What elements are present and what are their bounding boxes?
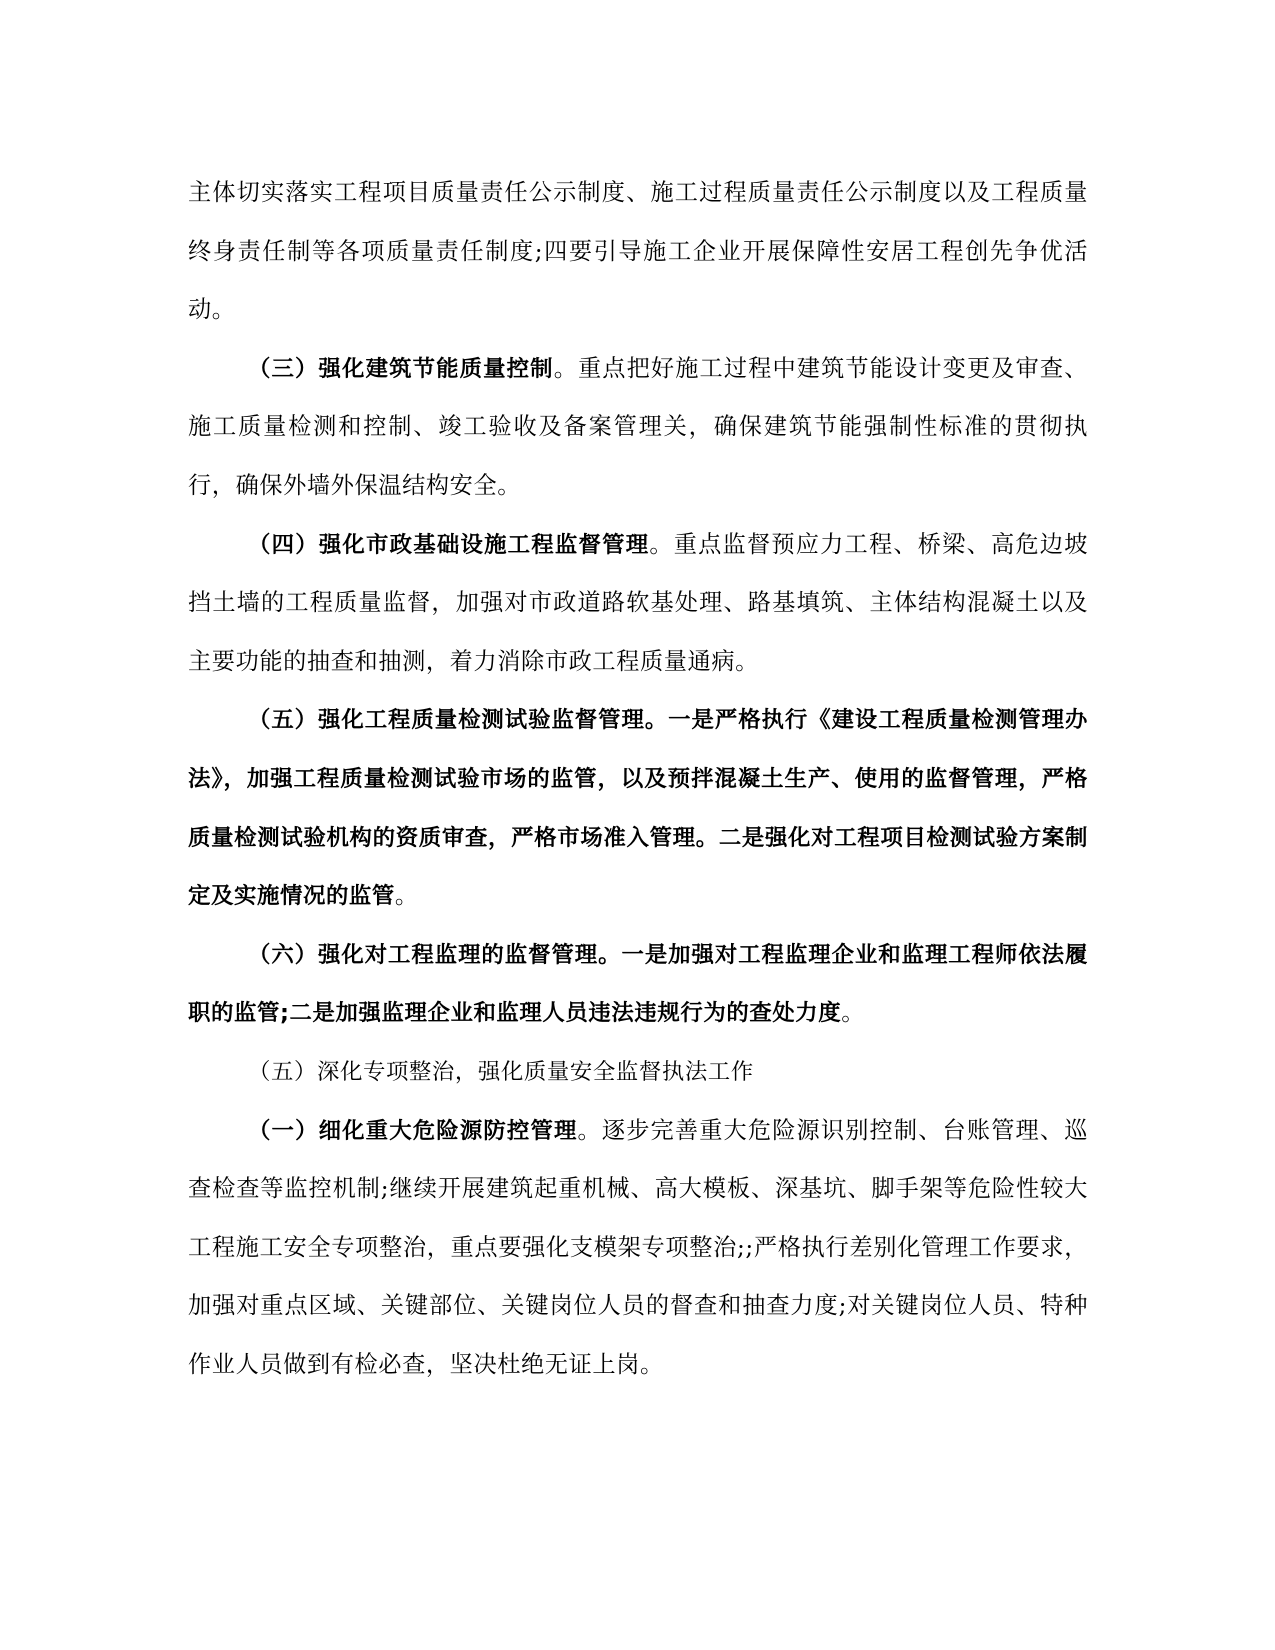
paragraph-municipal-infrastructure	[188, 516, 1088, 692]
paragraph-quality-responsibility	[188, 164, 1088, 340]
paragraph-lead: （四）强化市政基础设施工程监督管理	[248, 531, 650, 558]
paragraph-lead: （三）强化建筑节能质量控制	[248, 355, 554, 382]
paragraph-text: 。	[841, 999, 866, 1027]
paragraph-supervision	[188, 926, 1088, 1043]
paragraph-text: 。逐步完善重大危险源识别控制、台账管理、巡查检查等监控机制;继续开展建筑起重机械、高大模板、深基坑、脚手架等危险性较大工程施工安全专项整治，重点要强化支模架专项整治;;严格执行差别化管理工作要求，加强对重点区域、关键部位、关键岗位人员的督查和抽查力度;对关键岗位人员、特种作业人员做到有检必查，坚决杜绝无证上岗。	[188, 1116, 1088, 1378]
paragraph-lead: （一）细化重大危险源防控管理	[248, 1117, 578, 1144]
paragraph-hazard-control	[188, 1102, 1088, 1395]
paragraph-energy-saving	[188, 340, 1088, 516]
document-body	[188, 164, 1088, 1394]
section-heading-text: （五）深化专项整治，强化质量安全监督执法工作	[248, 1058, 754, 1085]
paragraph-lead: （六）强化对工程监理的监督管理。一是加强对工程监理企业和监理工程师依法履职的监管;二是加强监理企业和监理人员违法违规行为的查处力度	[188, 941, 1088, 1027]
paragraph-lead: （五）强化工程质量检测试验监督管理。一是严格执行《建设工程质量检测管理办法》，加强工程质量检测试验市场的监管，以及预拌混凝土生产、使用的监督管理，严格质量检测试验机构的资质审查，严格市场准入管理。二是强化对工程项目检测试验方案制定及实施情况的监管	[188, 707, 1088, 910]
paragraph-quality-testing	[188, 691, 1088, 925]
paragraph-text: 。重点监督预应力工程、桥梁、高危边坡挡土墙的工程质量监督，加强对市政道路软基处理、路基填筑、主体结构混凝土以及主要功能的抽查和抽测，着力消除市政工程质量通病。	[188, 530, 1088, 675]
section-heading	[188, 1043, 1088, 1102]
paragraph-text: 。	[394, 882, 419, 910]
paragraph-text: 主体切实落实工程项目质量责任公示制度、施工过程质量责任公示制度以及工程质量终身责任制等各项质量责任制度;四要引导施工企业开展保障性安居工程创先争优活动。	[188, 179, 1088, 324]
paragraph-text: 。重点把好施工过程中建筑节能设计变更及审查、施工质量检测和控制、竣工验收及备案管理关，确保建筑节能强制性标准的贯彻执行，确保外墙外保温结构安全。	[188, 354, 1088, 499]
